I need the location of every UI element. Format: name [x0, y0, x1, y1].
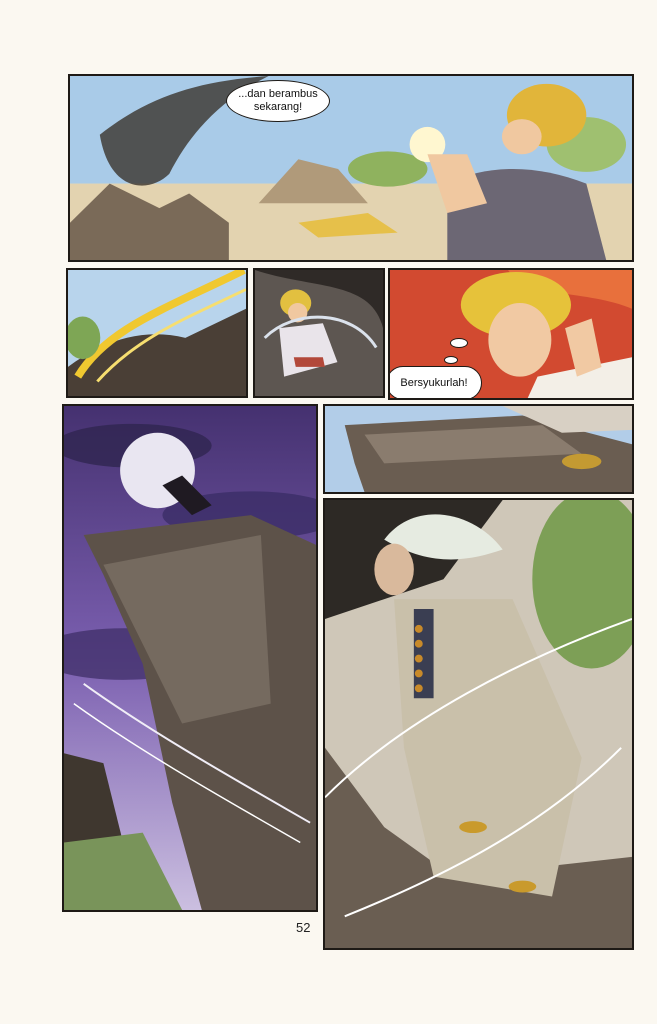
panel-2-art: [68, 270, 246, 396]
panel-7-art: [325, 500, 632, 948]
speech-text-line1: ...dan berambus: [238, 88, 318, 100]
panel-1-art: [70, 76, 632, 260]
panel-3-art: [255, 270, 383, 396]
speech-bubble-bersyukurlah: [388, 366, 482, 400]
panel-4-closeup: [388, 268, 634, 400]
speech-text-line2: sekarang!: [253, 101, 303, 113]
panel-6-art: [325, 406, 632, 492]
panel-5-art: [64, 406, 316, 910]
panel-5-night-cliff: [62, 404, 318, 912]
thought-dot-large: [450, 338, 468, 348]
panel-7-old-master: [323, 498, 634, 950]
panel-3-fighter: [253, 268, 385, 398]
page-number: 52: [296, 920, 311, 935]
panel-6-cliff-edge: [323, 404, 634, 494]
panel-2-streak: [66, 268, 248, 398]
speech-bubble-dan-berambus: [226, 80, 330, 122]
thought-dot-medium: [444, 356, 458, 364]
panel-1-fight: [68, 74, 634, 262]
speech-text-bersyukurlah: Bersyukurlah!: [400, 376, 468, 389]
